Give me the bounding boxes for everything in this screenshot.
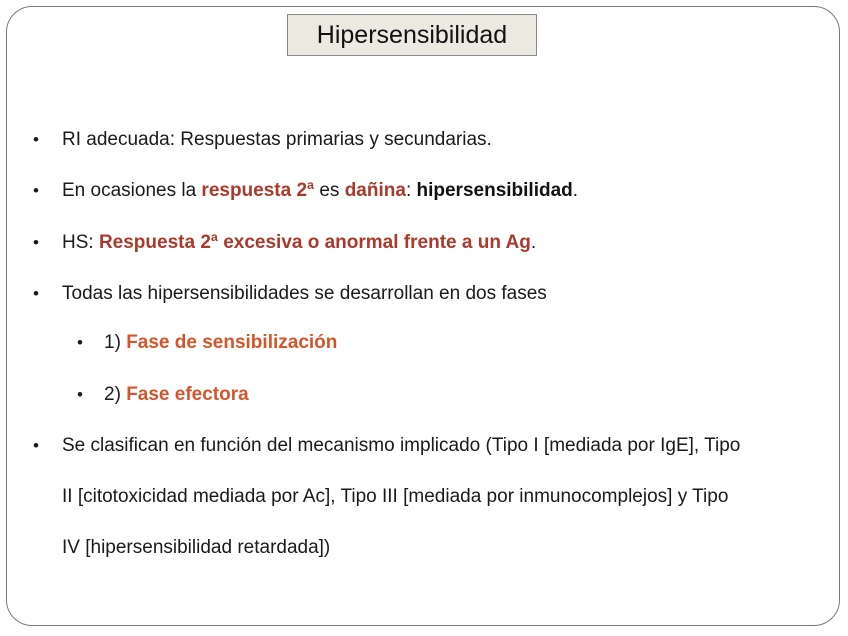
bullet-item-4: [62, 283, 547, 305]
bullet-text: Se clasifican en función del mecanismo implicado (Tipo I [mediada por IgE], Tipo: [62, 435, 741, 456]
sub-bullet-item-1: [104, 332, 337, 354]
bullet-item-5-line-3: [62, 537, 330, 559]
sub-bullet-number: 2): [104, 384, 127, 405]
bullet-text: .: [572, 180, 579, 201]
sub-bullet-item-2: [104, 384, 249, 406]
bullet-text: IV [hipersensibilidad retardada]): [62, 537, 331, 558]
bullet-item-2: [62, 180, 578, 202]
bullet-text: es: [314, 180, 345, 201]
sub-bullet-marker: •: [77, 333, 83, 352]
slide-title-text: Hipersensibilidad: [316, 20, 508, 49]
bullet-text: En ocasiones la: [62, 180, 202, 201]
bullet-text: .: [530, 232, 537, 253]
bullet-marker: •: [33, 130, 39, 149]
bullet-marker: •: [33, 233, 39, 252]
sub-bullet-marker: •: [77, 385, 83, 404]
highlight-respuesta: respuesta 2ª: [201, 180, 315, 201]
highlight-definition: Respuesta 2ª excesiva o anormal frente a un Ag: [98, 232, 531, 253]
bullet-text: HS:: [62, 232, 99, 253]
highlight-danina: dañina: [344, 180, 406, 201]
bullet-marker: •: [33, 181, 39, 200]
sub-bullet-number: 1): [104, 332, 127, 353]
bullet-item-5-line-2: [62, 486, 728, 508]
highlight-hipersensibilidad: hipersensibilidad: [416, 180, 573, 201]
bullet-marker: •: [33, 284, 39, 303]
highlight-fase-sensibilizacion: Fase de sensibilización: [126, 332, 338, 353]
bullet-item-1: [62, 129, 492, 151]
bullet-marker: •: [33, 436, 39, 455]
bullet-text: RI adecuada: Respuestas primarias y secundarias.: [62, 129, 492, 150]
bullet-text: II [citotoxicidad mediada por Ac], Tipo III [mediada por inmunocomplejos] y Tipo: [62, 486, 729, 507]
bullet-item-3: [62, 232, 536, 254]
bullet-text: Todas las hipersensibilidades se desarrollan en dos fases: [62, 283, 547, 304]
bullet-item-5-line-1: [62, 435, 740, 457]
bullet-text: :: [405, 180, 417, 201]
highlight-fase-efectora: Fase efectora: [126, 384, 249, 405]
